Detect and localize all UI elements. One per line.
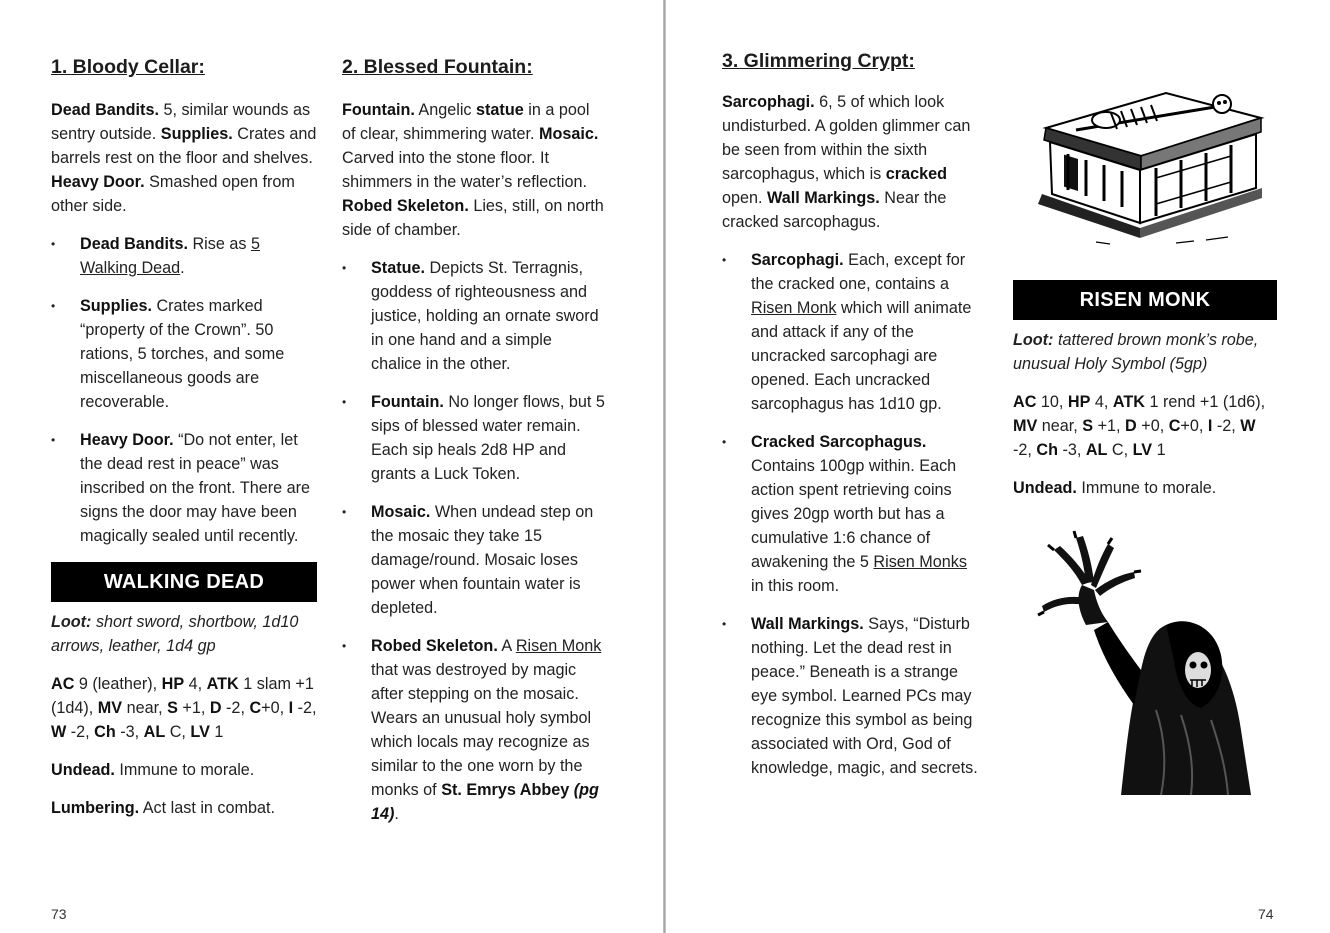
glimmering-crypt-intro: Sarcophagi. 6, 5 of which look undisturbed. A golden glimmer can be seen from within the sixth sarcophagus, which is cracked open. Wall Markings. Near the cracked sarcophagus. [722, 93, 971, 231]
risen-monk-undead-trait: Undead. Immune to morale. [1013, 479, 1217, 497]
bloody-cellar-bullets [51, 232, 317, 548]
bloody-cellar-heading: 1. Bloody Cellar: [51, 56, 205, 78]
list-item: • Sarcophagi. Each, except for the cracked one, contains a Risen Monk which will animate and attack if any of the uncracked sarcophagi are opened. Each uncracked sarcophagus has 1d10 gp. [722, 248, 984, 416]
risen-monk-link[interactable]: Risen Monk [515, 637, 602, 655]
list-item: • Statue. Depicts St. Terragnis, goddess of righteousness and justice, holding an ornate sword in one hand and a simple chalice in the other. [342, 256, 606, 376]
blessed-fountain-heading: 2. Blessed Fountain: [342, 56, 533, 78]
bloody-cellar-intro: Dead Bandits. 5, similar wounds as sentry outside. Supplies. Crates and barrels rest on the floor and shelves. Heavy Door. Smashed open from other side. [51, 101, 317, 215]
glimmering-crypt-bullets [722, 248, 984, 780]
walking-dead-banner: WALKING DEAD [51, 562, 317, 602]
risen-monk-banner: RISEN MONK [1013, 280, 1277, 320]
list-item: • Mosaic. When undead step on the mosaic they take 15 damage/round. Mosaic loses power when fountain water is depleted. [342, 500, 606, 620]
right-page [666, 0, 1330, 933]
list-item: • Supplies. Crates marked “property of the Crown”. 50 rations, 5 torches, and some miscellaneous goods are recoverable. [51, 294, 317, 414]
list-item: • Cracked Sarcophagus. Contains 100gp within. Each action spent retrieving coins gives 20gp worth but has a cumulative 1:6 chance of awakening the 5 Risen Monks in this room. [722, 430, 984, 598]
page-reference[interactable]: (pg 14) [371, 781, 599, 823]
sarcophagus-illustration [1016, 78, 1266, 248]
walking-dead-loot: Loot: short sword, shortbow, 1d10 arrows, leather, 1d4 gp [51, 613, 299, 655]
blessed-fountain-column [342, 54, 606, 840]
glimmering-crypt-column [722, 48, 984, 794]
blessed-fountain-bullets [342, 256, 606, 826]
list-item: • Heavy Door. “Do not enter, let the dead rest in peace” was inscribed on the front. There are signs the door may have been magically sealed until recently. [51, 428, 317, 548]
risen-monks-link[interactable]: Risen Monks [873, 553, 967, 571]
list-item: • Fountain. No longer flows, but 5 sips of blessed water remain. Each sip heals 2d8 HP and grants a Luck Token. [342, 390, 606, 486]
list-item: • Wall Markings. Says, “Disturb nothing. Let the dead rest in peace.” Beneath is a strange eye symbol. Learned PCs may recognize this symbol as being associated with Ord, God of knowledge, magic, and secrets. [722, 612, 984, 780]
risen-monk-illustration [1016, 530, 1266, 800]
walking-dead-undead-trait: Undead. Immune to morale. [51, 761, 255, 779]
walking-dead-lumbering-trait: Lumbering. Act last in combat. [51, 799, 275, 817]
left-page [0, 0, 663, 933]
blessed-fountain-intro: Fountain. Angelic statue in a pool of clear, shimmering water. Mosaic. Carved into the stone floor. It shimmers in the water’s reflection. Robed Skeleton. Lies, still, on north side of chamber. [342, 101, 604, 239]
risen-monk-link[interactable]: Risen Monk [751, 299, 837, 317]
page-number-left: 73 [51, 906, 67, 922]
risen-monk-stats: AC 10, HP 4, ATK 1 rend +1 (1d6), MV near, S +1, D +0, C+0, I -2, W -2, Ch -3, AL C, LV 1 [1013, 393, 1266, 459]
list-item: • Dead Bandits. Rise as 5 Walking Dead. [51, 232, 317, 280]
risen-monk-statblock [1013, 280, 1277, 514]
page-number-right: 74 [1258, 906, 1274, 922]
walking-dead-link[interactable]: 5 Walking Dead [80, 235, 260, 277]
list-item: • Robed Skeleton. A Risen Monk that was destroyed by magic after stepping on the mosaic. Wears an unusual holy symbol which locals may recognize as similar to the one worn by the monks of St. Emrys Abbey (pg 14). [342, 634, 606, 826]
bloody-cellar-column [51, 54, 317, 834]
glimmering-crypt-heading: 3. Glimmering Crypt: [722, 50, 915, 72]
walking-dead-stats: AC 9 (leather), HP 4, ATK 1 slam +1 (1d4), MV near, S +1, D -2, C+0, I -2, W -2, Ch -3, AL C, LV 1 [51, 675, 317, 741]
risen-monk-loot: Loot: tattered brown monk’s robe, unusual Holy Symbol (5gp) [1013, 331, 1259, 373]
